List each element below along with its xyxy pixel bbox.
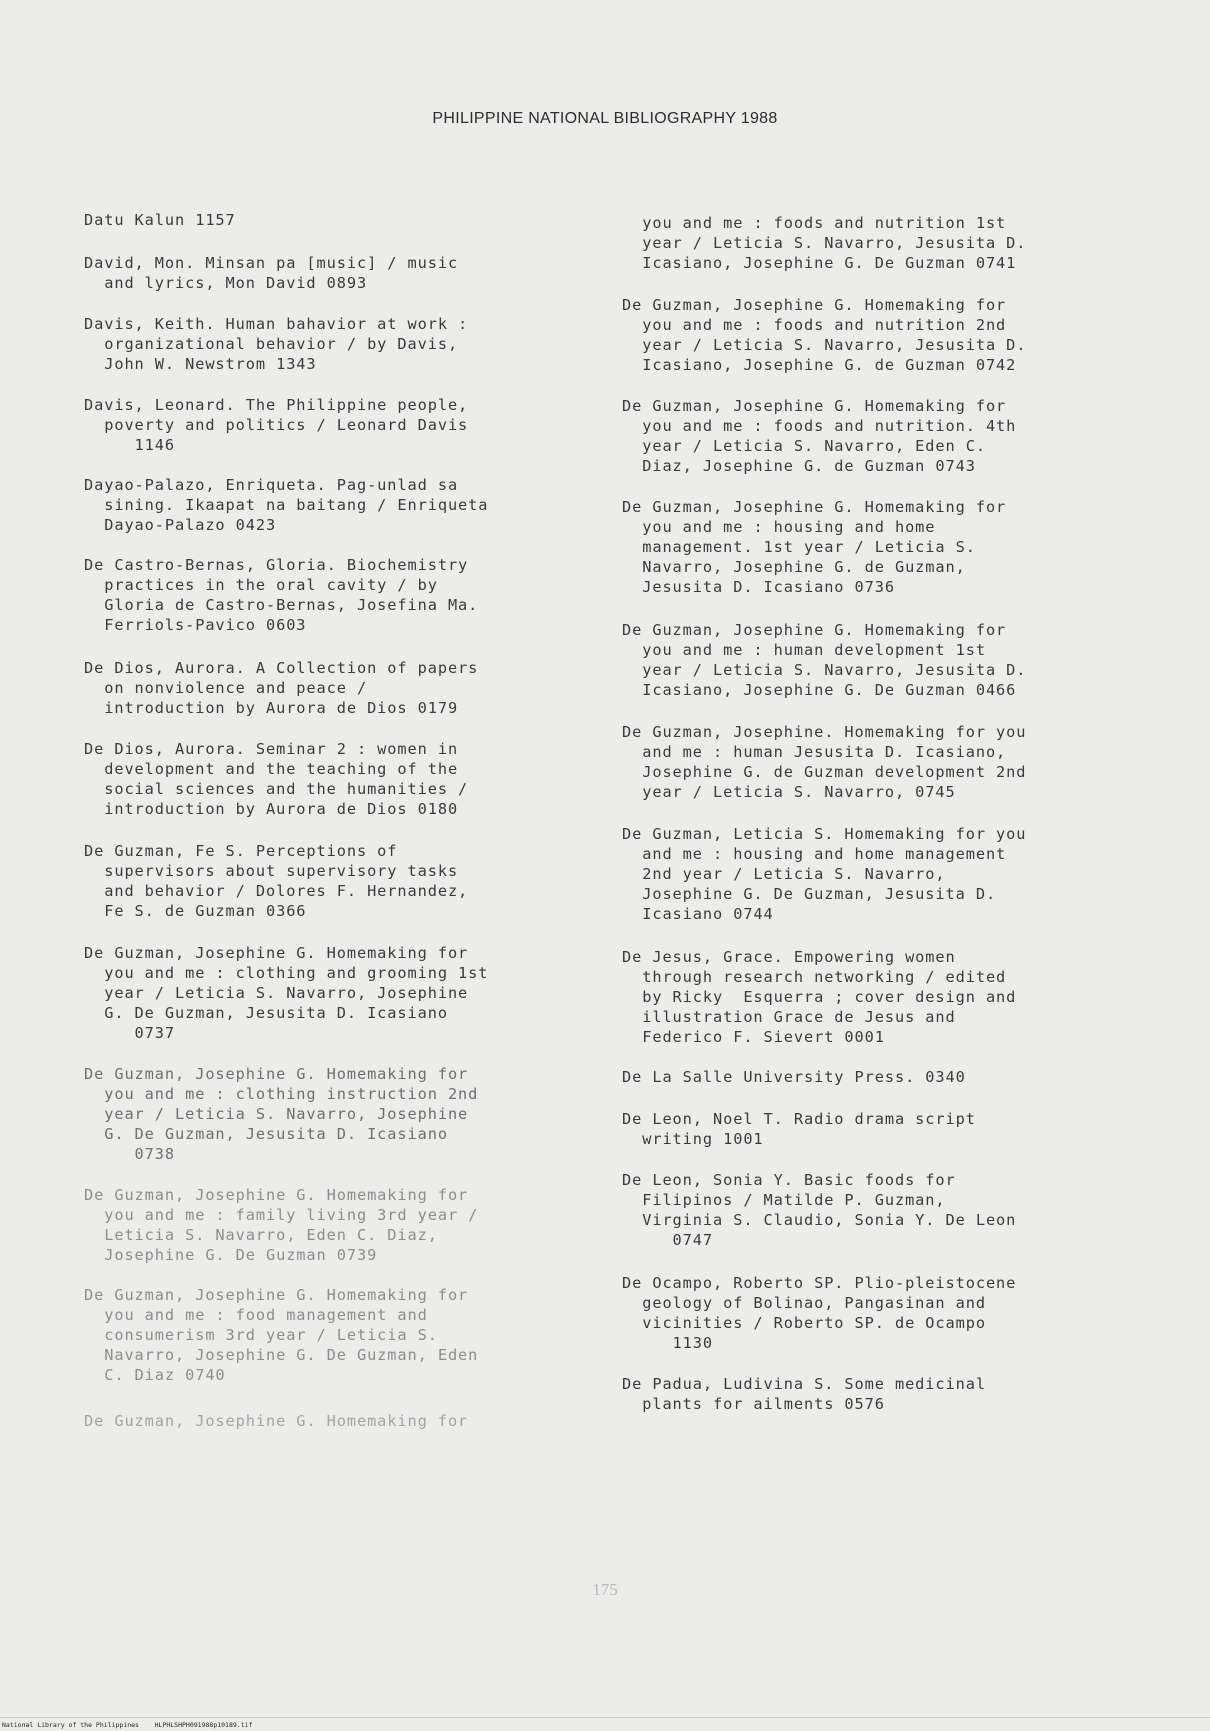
footer-divider (0, 1717, 1210, 1718)
bibliography-entry: De Guzman, Josephine G. Homemaking for you and me : food management and consumerism 3rd year / Leticia S. Navarro, Josephine G. De Guzman, Eden C. Diaz 0740 (84, 1286, 479, 1384)
bibliography-entry: De Guzman, Josephine G. Homemaking for you and me : clothing and grooming 1st year / Leticia S. Navarro, Josephine G. De Guzman, Jesusita D. Icasiano 0737 (84, 944, 489, 1042)
bibliography-entry: De Jesus, Grace. Empowering women through research networking / edited by Ricky Esquerra ; cover design and illustration Grace de Jesus and Federico F. Sievert 0001 (622, 948, 1017, 1046)
bibliography-entry: De Leon, Sonia Y. Basic foods for Filipinos / Matilde P. Guzman, Virginia S. Claudio, Sonia Y. De Leon 0747 (622, 1171, 1017, 1249)
bibliography-entry: De Guzman, Fe S. Perceptions of supervisors about supervisory tasks and behavior / Dolores F. Hernandez, Fe S. de Guzman 0366 (84, 842, 469, 920)
bibliography-entry: De Castro-Bernas, Gloria. Biochemistry practices in the oral cavity / by Gloria de Castro-Bernas, Josefina Ma. Ferriols-Pavico 0603 (84, 556, 479, 634)
bibliography-entry: De La Salle University Press. 0340 (622, 1068, 966, 1086)
bibliography-entry: Datu Kalun 1157 (84, 211, 236, 229)
bibliography-entry: De Guzman, Josephine G. Homemaking for (84, 1412, 469, 1430)
bibliography-entry: De Guzman, Josephine G. Homemaking for you and me : clothing instruction 2nd year / Leticia S. Navarro, Josephine G. De Guzman, Jesusita D. Icasiano 0738 (84, 1065, 479, 1163)
bibliography-entry: De Padua, Ludivina S. Some medicinal plants for ailments 0576 (622, 1375, 986, 1413)
page-number: 175 (592, 1580, 618, 1599)
bibliography-entry: Dayao-Palazo, Enriqueta. Pag-unlad sa sining. Ikaapat na baitang / Enriqueta Dayao-Palazo 0423 (84, 476, 489, 534)
bibliography-entry: you and me : foods and nutrition 1st year / Leticia S. Navarro, Jesusita D. Icasiano, Josephine G. De Guzman 0741 (642, 214, 1027, 272)
bibliography-entry: De Guzman, Josephine G. Homemaking for you and me : human development 1st year / Leticia S. Navarro, Jesusita D. Icasiano, Josephine G. De Guzman 0466 (622, 621, 1027, 699)
bibliography-entry: De Leon, Noel T. Radio drama script writing 1001 (622, 1110, 976, 1148)
bibliography-entry: Davis, Keith. Human bahavior at work : organizational behavior / by Davis, John W. Newstrom 1343 (84, 315, 469, 373)
bibliography-entry: De Ocampo, Roberto SP. Plio-pleistocene geology of Bolinao, Pangasinan and vicinities / Roberto SP. de Ocampo 1130 (622, 1274, 1017, 1352)
bibliography-entry: De Dios, Aurora. Seminar 2 : women in development and the teaching of the social sciences and the humanities / introduction by Aurora de Dios 0180 (84, 740, 469, 818)
bibliography-entry: De Guzman, Leticia S. Homemaking for you and me : housing and home management 2nd year / Leticia S. Navarro, Josephine G. De Guzman, Jesusita D. Icasiano 0744 (622, 825, 1027, 923)
bibliography-entry: David, Mon. Minsan pa [music] / music and lyrics, Mon David 0893 (84, 254, 459, 292)
scan-footer: National Library of the Philippines HLPHLSHPH091988p10189.tif (2, 1721, 253, 1729)
bibliography-entry: De Guzman, Josephine G. Homemaking for you and me : foods and nutrition 2nd year / Leticia S. Navarro, Jesusita D. Icasiano, Josephine G. de Guzman 0742 (622, 296, 1027, 374)
bibliography-entry: De Dios, Aurora. A Collection of papers on nonviolence and peace / introduction by Aurora de Dios 0179 (84, 659, 479, 717)
bibliography-entry: De Guzman, Josephine G. Homemaking for you and me : foods and nutrition. 4th year / Leticia S. Navarro, Eden C. Diaz, Josephine G. de Guzman 0743 (622, 397, 1017, 475)
bibliography-entry: De Guzman, Josephine. Homemaking for you and me : human Jesusita D. Icasiano, Josephine G. de Guzman development 2nd year / Leticia S. Navarro, 0745 (622, 723, 1027, 801)
bibliography-entry: Davis, Leonard. The Philippine people, poverty and politics / Leonard Davis 1146 (84, 396, 469, 454)
bibliography-entry: De Guzman, Josephine G. Homemaking for you and me : family living 3rd year / Leticia S. Navarro, Eden C. Diaz, Josephine G. De Guzman 0739 (84, 1186, 479, 1264)
bibliography-entry: De Guzman, Josephine G. Homemaking for you and me : housing and home management. 1st year / Leticia S. Navarro, Josephine G. de Guzman, Jesusita D. Icasiano 0736 (622, 498, 1007, 596)
page-header: PHILIPPINE NATIONAL BIBLIOGRAPHY 1988 (432, 110, 778, 127)
